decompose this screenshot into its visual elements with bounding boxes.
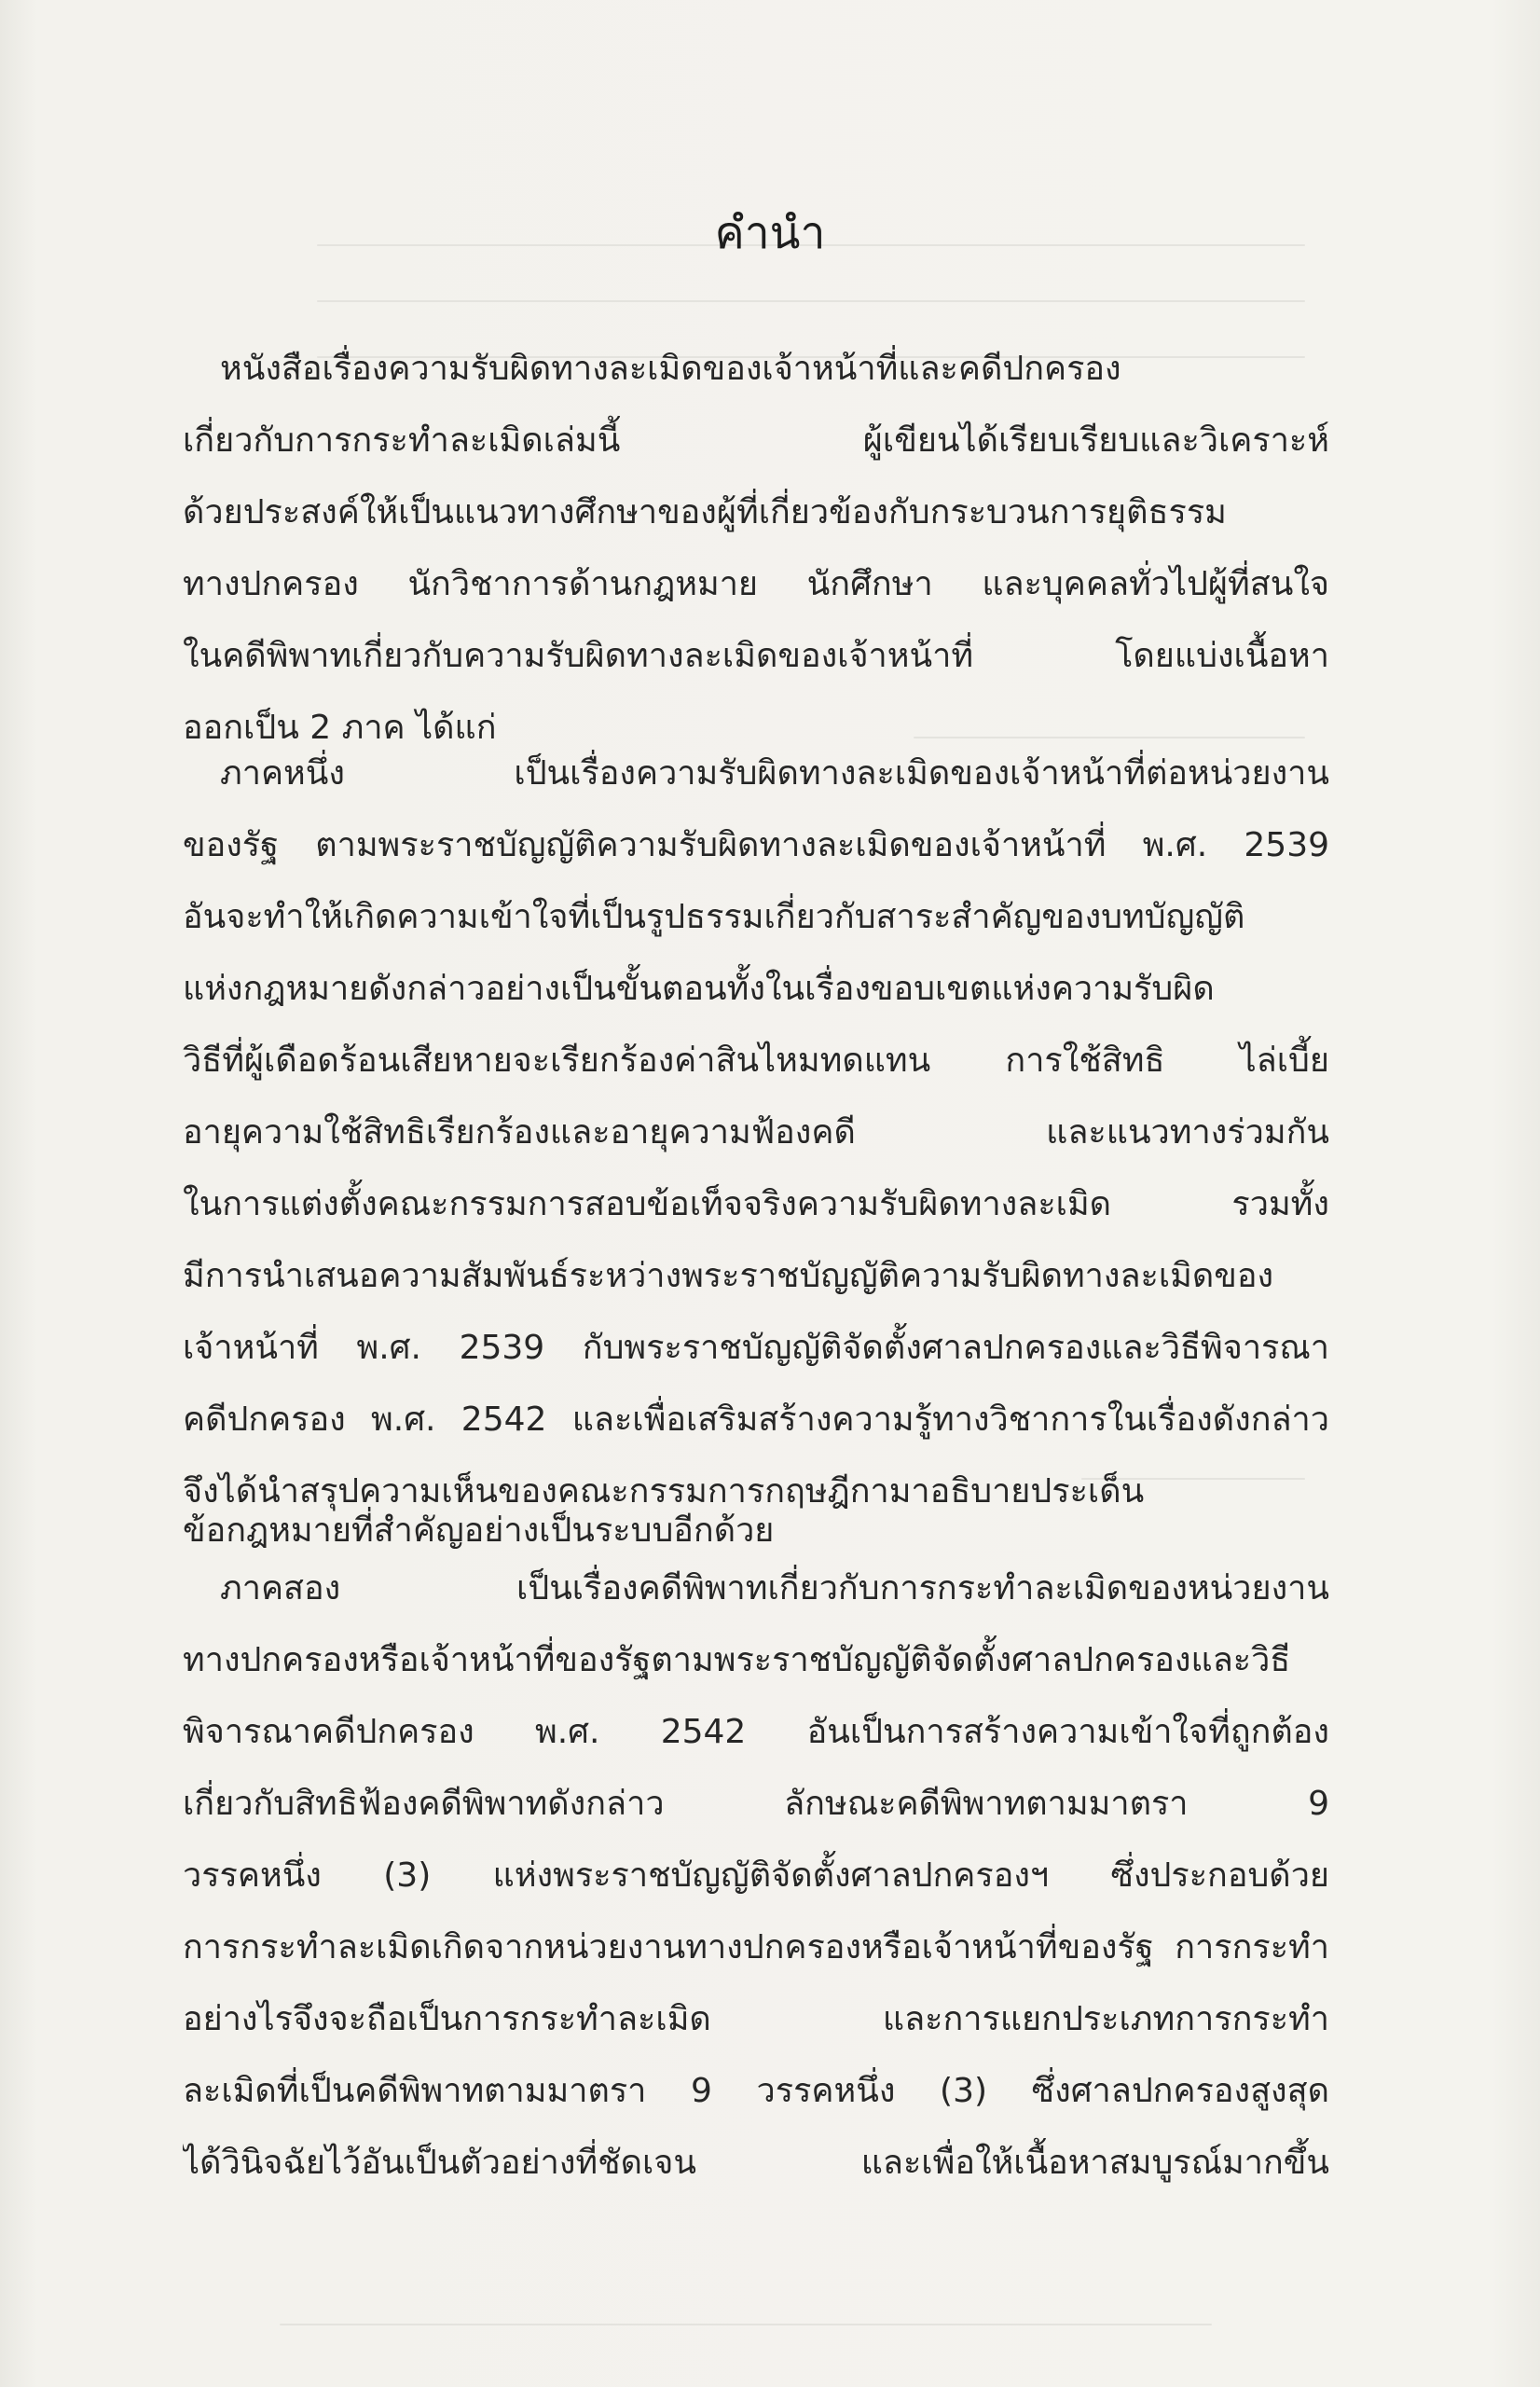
paragraph-line: ในการแต่งตั้งคณะกรรมการสอบข้อเท็จจริงความรับผิดทางละเมิด รวมทั้ง [183,1185,1329,1223]
show-through-line [280,2324,1212,2325]
paragraph-line: ภาคสอง เป็นเรื่องคดีพิพาทเกี่ยวกับการกระทำละเมิดของหน่วยงาน [220,1569,1329,1607]
paragraph-line: เกี่ยวกับการกระทำละเมิดเล่มนี้ ผู้เขียนได้เรียบเรียบและวิเคราะห์ [183,421,1329,460]
paragraph-line: เกี่ยวกับสิทธิฟ้องคดีพิพาทดังกล่าว ลักษณะคดีพิพาทตามมาตรา 9 [183,1785,1329,1823]
paragraph-line: อายุความใช้สิทธิเรียกร้องและอายุความฟ้องคดี และแนวทางร่วมกัน [183,1113,1329,1152]
paragraph-line: วิธีที่ผู้เดือดร้อนเสียหายจะเรียกร้องค่าสินไหมทดแทน การใช้สิทธิ ไล่เบี้ย [183,1042,1329,1080]
paragraph-line: อย่างไรจึงจะถือเป็นการกระทำละเมิด และการแยกประเภทการกระทำ [183,2000,1329,2038]
paragraph-line: ด้วยประสงค์ให้เป็นแนวทางศึกษาของผู้ที่เกี่ยวข้องกับกระบวนการยุติธรรม [183,493,1227,531]
paragraph-line: พิจารณาคดีปกครอง พ.ศ. 2542 อันเป็นการสร้างความเข้าใจที่ถูกต้อง [183,1713,1329,1751]
paragraph-line: คดีปกครอง พ.ศ. 2542 และเพื่อเสริมสร้างความรู้ทางวิชาการในเรื่องดังกล่าว [183,1400,1329,1439]
paragraph-line: มีการนำเสนอความสัมพันธ์ระหว่างพระราชบัญญัติความรับผิดทางละเมิดของ [183,1257,1274,1295]
paragraph-line: ออกเป็น 2 ภาค ได้แก่ [183,709,497,747]
paragraph-line: หนังสือเรื่องความรับผิดทางละเมิดของเจ้าหน้าที่และคดีปกครอง [220,350,1121,388]
paragraph-line: วรรคหนึ่ง (3) แห่งพระราชบัญญัติจัดตั้งศาลปกครองฯ ซึ่งประกอบด้วย [183,1856,1329,1895]
paragraph-line: อันจะทำให้เกิดความเข้าใจที่เป็นรูปธรรมเกี่ยวกับสาระสำคัญของบทบัญญัติ [183,898,1245,936]
paragraph-line: ในคดีพิพาทเกี่ยวกับความรับผิดทางละเมิดของเจ้าหน้าที่ โดยแบ่งเนื้อหา [183,637,1329,675]
paragraph-line: ข้อกฎหมายที่สำคัญอย่างเป็นระบบอีกด้วย [183,1511,775,1550]
paragraph-line: ภาคหนึ่ง เป็นเรื่องความรับผิดทางละเมิดของเจ้าหน้าที่ต่อหน่วยงาน [220,754,1329,793]
paragraph-line: ทางปกครองหรือเจ้าหน้าที่ของรัฐตามพระราชบัญญัติจัดตั้งศาลปกครองและวิธี [183,1641,1291,1679]
paragraph-line: จึงได้นำสรุปความเห็นของคณะกรรมการกฤษฎีกามาอธิบายประเด็น [183,1472,1145,1511]
paragraph-line: ละเมิดที่เป็นคดีพิพาทตามมาตรา 9 วรรคหนึ่ง (3) ซึ่งศาลปกครองสูงสุด [183,2072,1329,2110]
paragraph-line: เจ้าหน้าที่ พ.ศ. 2539 กับพระราชบัญญัติจัดตั้งศาลปกครองและวิธีพิจารณา [183,1329,1329,1367]
page-title: คำนำ [714,207,826,259]
show-through-line [317,300,1305,302]
paragraph-line: การกระทำละเมิดเกิดจากหน่วยงานทางปกครองหรือเจ้าหน้าที่ของรัฐ การกระทำ [183,1928,1329,1966]
paragraph-line: แห่งกฎหมายดังกล่าวอย่างเป็นขั้นตอนทั้งในเรื่องขอบเขตแห่งความรับผิด [183,970,1215,1008]
paragraph-line: ได้วินิจฉัยไว้อันเป็นตัวอย่างที่ชัดเจน และเพื่อให้เนื้อหาสมบูรณ์มากขึ้น [183,2144,1329,2182]
paragraph-line: ของรัฐ ตามพระราชบัญญัติความรับผิดทางละเมิดของเจ้าหน้าที่ พ.ศ. 2539 [183,826,1329,864]
paragraph-line: ทางปกครอง นักวิชาการด้านกฎหมาย นักศึกษา และบุคคลทั่วไปผู้ที่สนใจ [183,565,1329,603]
